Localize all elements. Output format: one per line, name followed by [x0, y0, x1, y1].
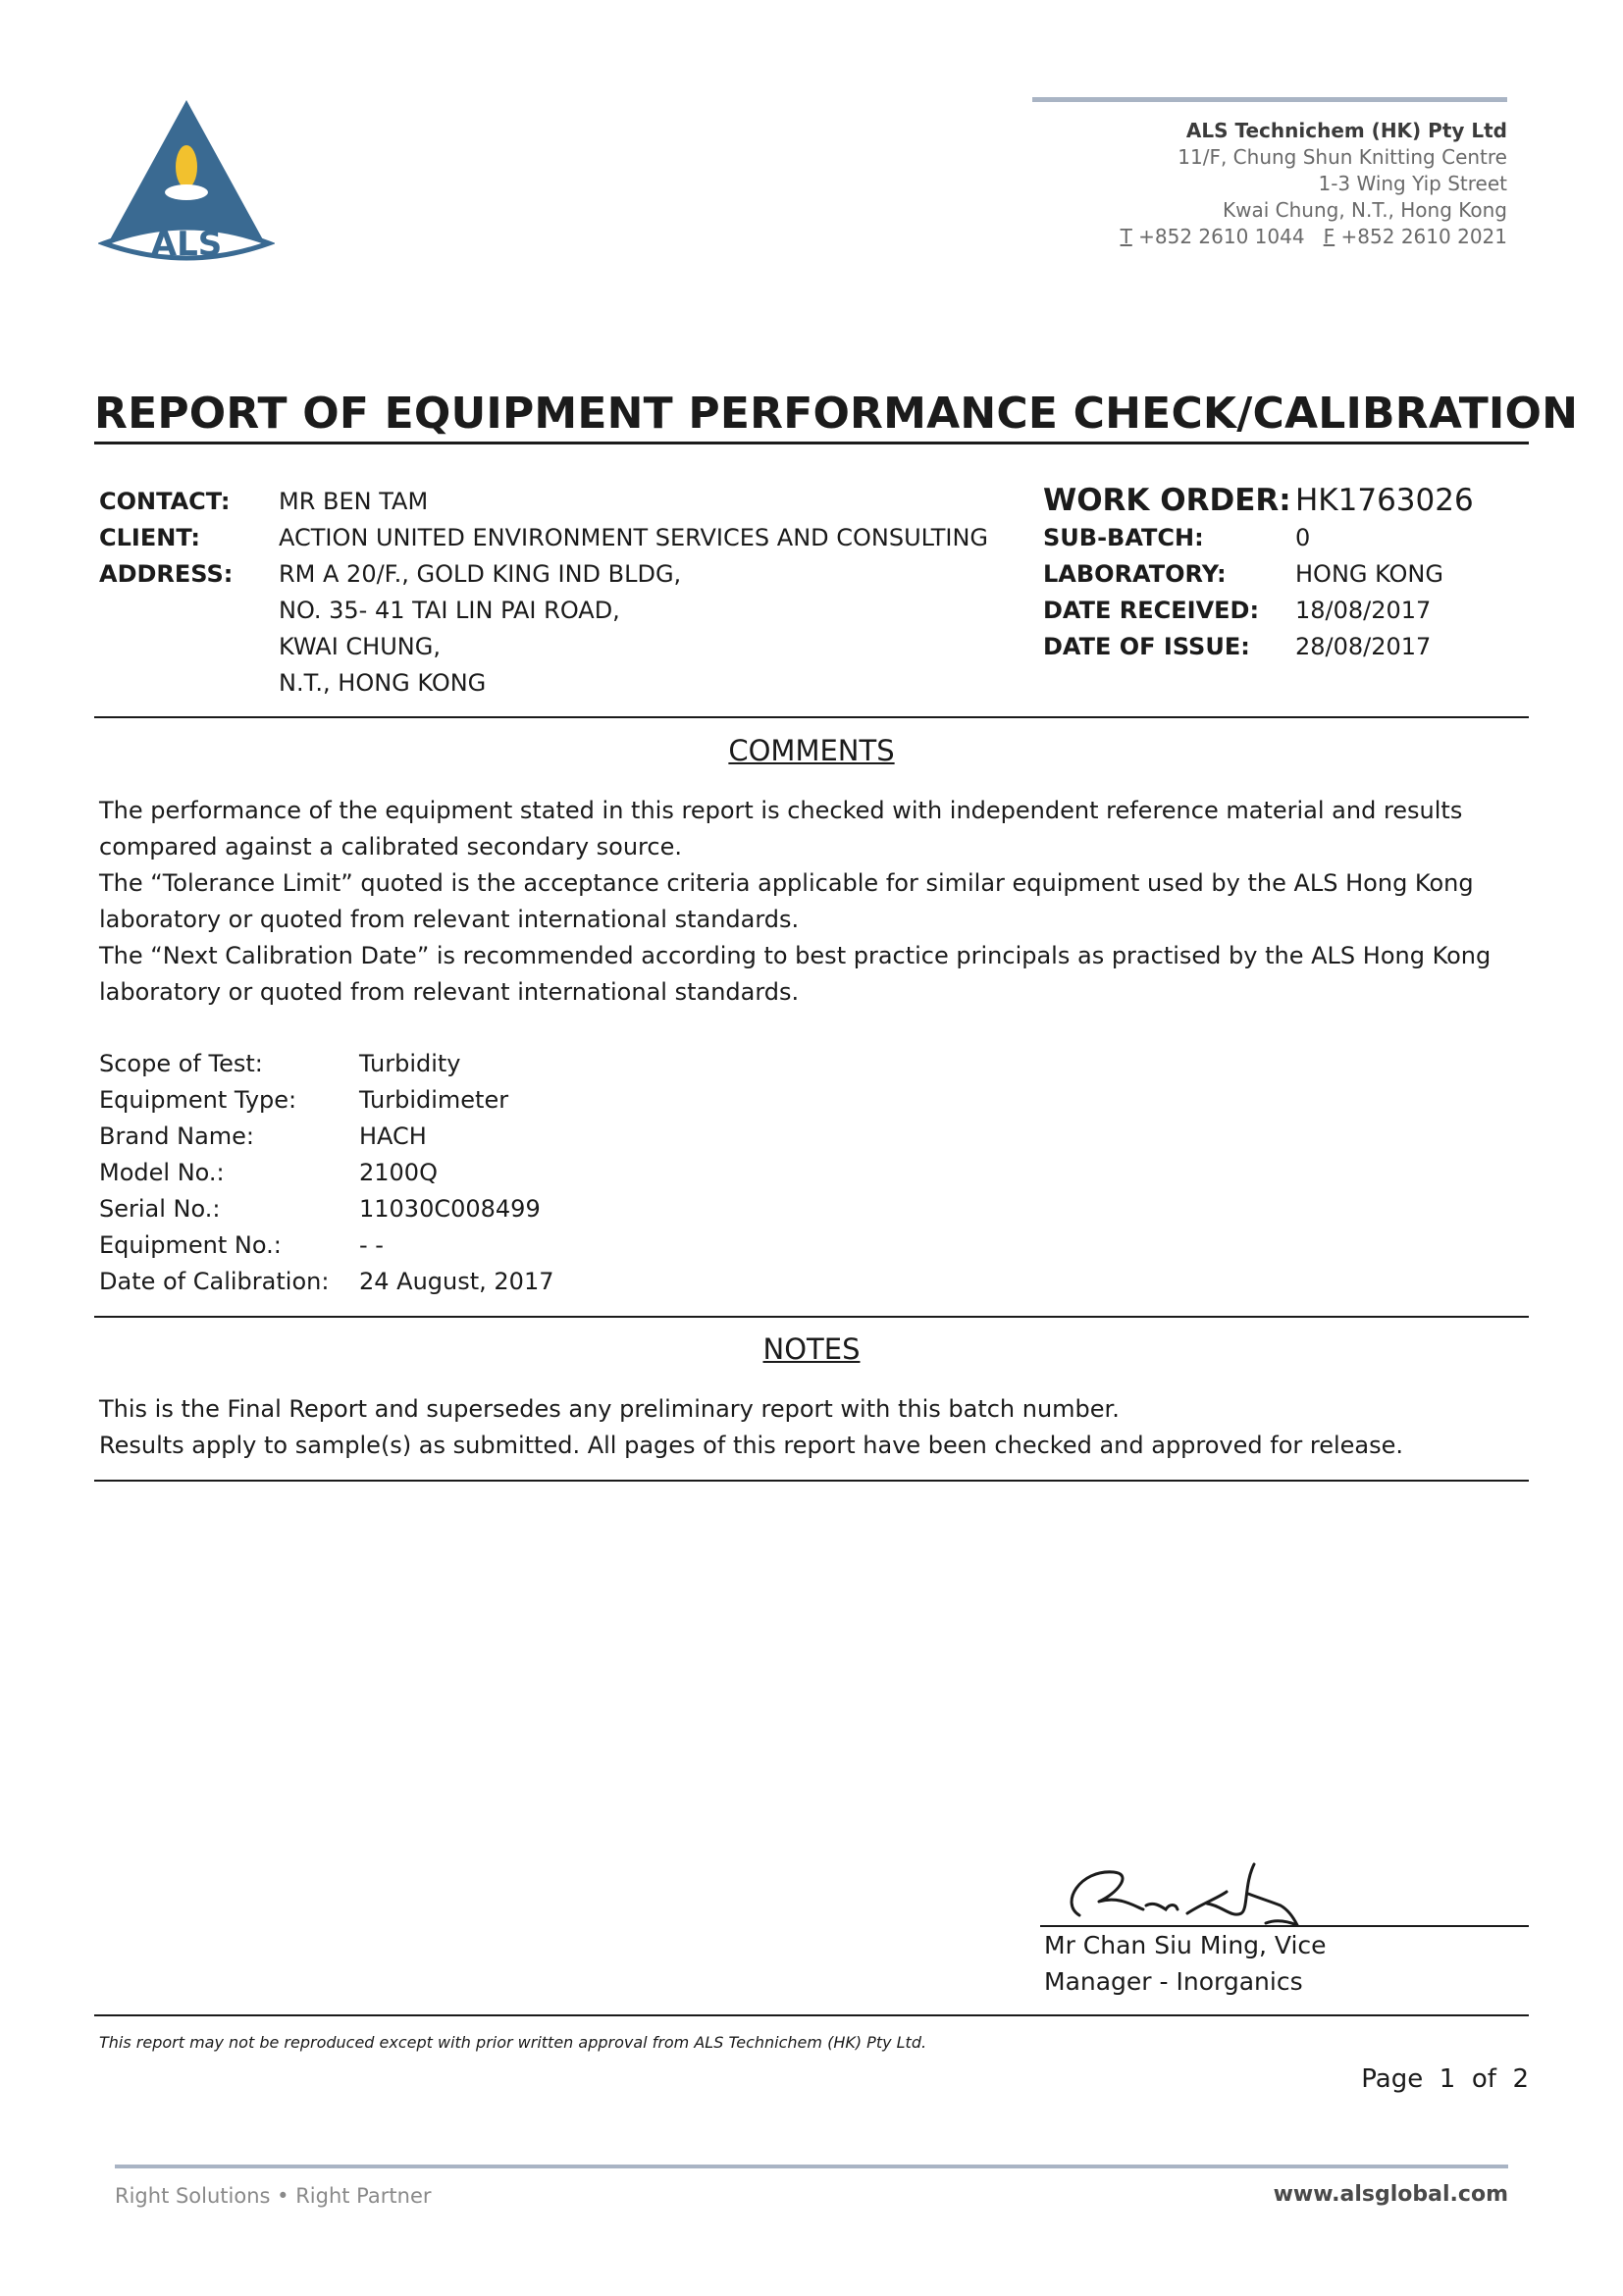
- phone: +852 2610 1044: [1138, 225, 1305, 248]
- als-logo: [98, 96, 275, 263]
- fax-label: F: [1323, 225, 1335, 248]
- divider-3: [94, 1480, 1529, 1482]
- notes-body: [99, 1391, 1527, 1464]
- divider-2: [94, 1316, 1529, 1318]
- company-address-line-3: Kwai Chung, N.T., Hong Kong: [1222, 198, 1507, 222]
- equipment-no-label: Equipment No.:: [99, 1231, 282, 1259]
- scope-value: Turbidity: [359, 1050, 461, 1077]
- tagline: Right Solutions • Right Partner: [115, 2184, 432, 2208]
- laboratory-value: HONG KONG: [1295, 560, 1443, 588]
- address-line-3: KWAI CHUNG,: [279, 633, 441, 660]
- date-of-issue-value: 28/08/2017: [1295, 633, 1432, 660]
- company-address-line-1: 11/F, Chung Shun Knitting Centre: [1178, 145, 1507, 169]
- type-value: Turbidimeter: [359, 1086, 509, 1114]
- title-underline: [94, 442, 1529, 444]
- header-accent-bar: [1032, 97, 1507, 102]
- disclaimer: This report may not be reproduced except with prior written approval from ALS Technichem (HK) Pty Ltd.: [99, 2033, 927, 2052]
- date-of-issue-label: DATE OF ISSUE:: [1043, 633, 1250, 660]
- company-phone-fax: [1121, 224, 1507, 250]
- contact-label: CONTACT:: [99, 488, 231, 515]
- address-line-1: RM A 20/F., GOLD KING IND BLDG,: [279, 560, 682, 588]
- fax: +852 2610 2021: [1340, 225, 1507, 248]
- page-number: [1361, 2064, 1529, 2094]
- client-value: ACTION UNITED ENVIRONMENT SERVICES AND CONSULTING: [279, 524, 989, 551]
- page-total: 2: [1512, 2064, 1529, 2094]
- equipment-no-value: - -: [359, 1231, 384, 1259]
- serial-value: 11030C008499: [359, 1195, 541, 1223]
- company-address-line-2: 1-3 Wing Yip Street: [1318, 172, 1507, 195]
- signatory-title: Manager - Inorganics: [1044, 1967, 1303, 1996]
- footer-accent-bar: [115, 2165, 1508, 2168]
- client-label: CLIENT:: [99, 524, 200, 551]
- comments-body: [99, 793, 1527, 1011]
- brand-value: HACH: [359, 1122, 427, 1150]
- comment-paragraph: The performance of the equipment stated in this report is checked with independent reference material and results compared against a calibrated secondary source.: [99, 797, 1463, 861]
- calibration-date-label: Date of Calibration:: [99, 1268, 330, 1295]
- sub-batch-label: SUB-BATCH:: [1043, 524, 1204, 551]
- laboratory-label: LABORATORY:: [1043, 560, 1227, 588]
- date-received-label: DATE RECEIVED:: [1043, 597, 1260, 624]
- serial-label: Serial No.:: [99, 1195, 221, 1223]
- comments-heading: COMMENTS: [728, 734, 895, 767]
- company-block: [1121, 118, 1507, 250]
- contact-value: MR BEN TAM: [279, 488, 429, 515]
- address-line-4: N.T., HONG KONG: [279, 669, 487, 697]
- comment-paragraph: The “Next Calibration Date” is recommended according to best practice principals as practised by the ALS Hong Kong laboratory or quoted from relevant international standards.: [99, 942, 1492, 1006]
- address-label: ADDRESS:: [99, 560, 234, 588]
- model-label: Model No.:: [99, 1159, 225, 1186]
- logo-text: ALS: [150, 225, 223, 263]
- company-name: ALS Technichem (HK) Pty Ltd: [1185, 119, 1507, 142]
- comment-paragraph: The “Tolerance Limit” quoted is the acceptance criteria applicable for similar equipment used by the ALS Hong Kong laboratory or quoted from relevant international standards.: [99, 869, 1474, 933]
- sub-batch-value: 0: [1295, 524, 1311, 551]
- note-line: This is the Final Report and supersedes any preliminary report with this batch number.: [99, 1395, 1120, 1423]
- signatory-name: Mr Chan Siu Ming, Vice: [1044, 1931, 1327, 1959]
- phone-label: T: [1120, 225, 1132, 248]
- website-link[interactable]: www.alsglobal.com: [1273, 2182, 1508, 2207]
- note-line: Results apply to sample(s) as submitted. All pages of this report have been checked and approved for release.: [99, 1432, 1404, 1459]
- page-of: of: [1471, 2064, 1496, 2094]
- page-label: Page: [1361, 2064, 1424, 2094]
- model-value: 2100Q: [359, 1159, 438, 1186]
- signature-line: [1040, 1925, 1529, 1927]
- scope-label: Scope of Test:: [99, 1050, 263, 1077]
- divider-1: [94, 716, 1529, 718]
- notes-heading: NOTES: [762, 1332, 861, 1366]
- type-label: Equipment Type:: [99, 1086, 297, 1114]
- report-title: REPORT OF EQUIPMENT PERFORMANCE CHECK/CALIBRATION: [94, 389, 1579, 439]
- work-order-label: WORK ORDER:: [1043, 483, 1291, 518]
- work-order-value: HK1763026: [1295, 483, 1474, 518]
- date-received-value: 18/08/2017: [1295, 597, 1432, 624]
- brand-label: Brand Name:: [99, 1122, 255, 1150]
- calibration-date-value: 24 August, 2017: [359, 1268, 554, 1295]
- page-current: 1: [1439, 2064, 1456, 2094]
- footer-divider: [94, 2014, 1529, 2016]
- address-line-2: NO. 35- 41 TAI LIN PAI ROAD,: [279, 597, 620, 624]
